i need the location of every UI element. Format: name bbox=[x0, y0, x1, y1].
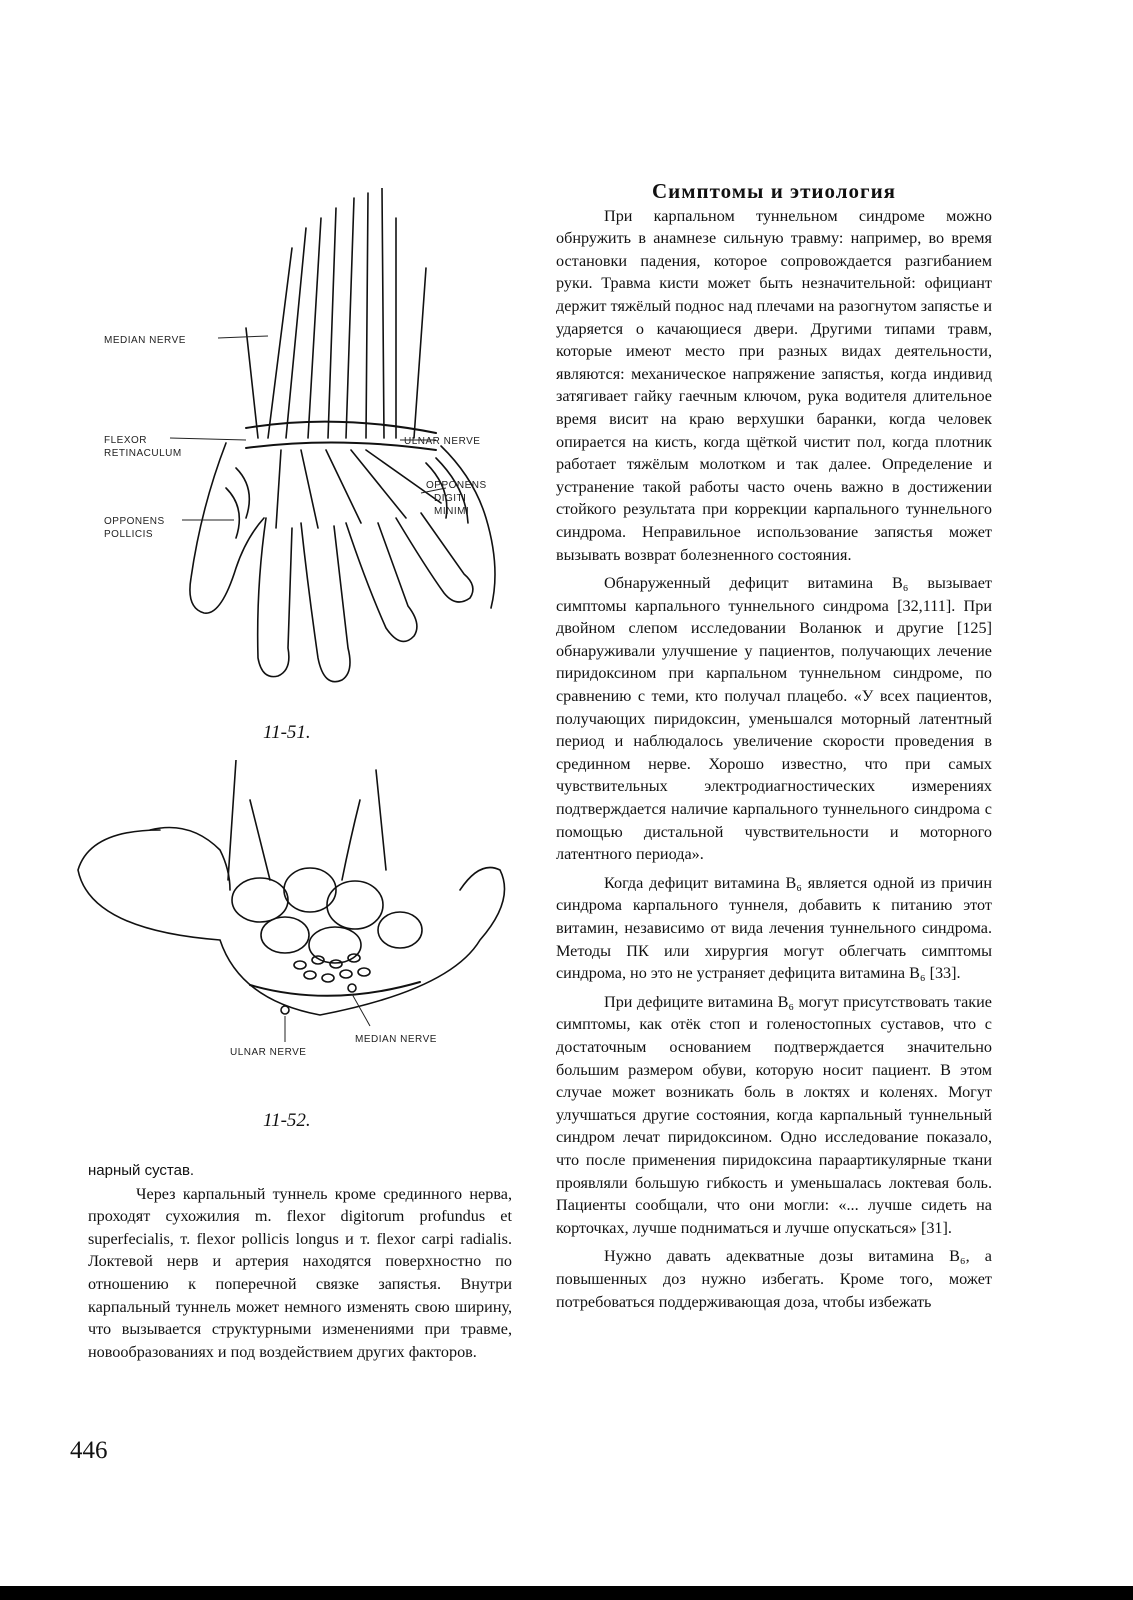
label-opponens-pollicis-1: OPPONENS bbox=[104, 516, 165, 527]
figure-11-52 bbox=[70, 760, 530, 1080]
label-flexor-retinaculum-1: FLEXOR bbox=[104, 435, 148, 446]
carpal-tunnel-cross-section bbox=[70, 760, 530, 1080]
left-continuation: нарный сустав. bbox=[88, 1162, 195, 1179]
label-ulnar-nerve-2: ULNAR NERVE bbox=[230, 1047, 307, 1058]
right-paragraph-1: При карпальном туннельном синдроме можно обнружить в анамнезе сильную травму: например, во время остановки падения, которое сопровождается разгибанием руки. Травма кисти может быть незначительной: официант держит тяжёлый поднос над плечами на разогнутом запястье и ударяется о качающиеся двери. Другими типами травм, которые имеют место при разных видах деятельности, являются: механическое напряжение запястья, когда индивид затягивает гайку гаечным ключом, рука водителя длительное время висит на краю верхушки баранки, когда человек опирается на кисть, когда щёткой чистит пол, когда плотник работает тяжёлым молотком и так далее. Определение и устранение такой работы часто очень важно в достижении стойкого результата при коррекции карпального туннельного синдрома. Неправильное использование запястья может вызывать возврат болезненного состояния. bbox=[556, 206, 992, 564]
hand-anatomy-illustration bbox=[96, 188, 526, 708]
figure-11-51 bbox=[96, 188, 526, 708]
label-opponens-pollicis-2: POLLICIS bbox=[104, 529, 154, 540]
figure-11-52-caption: 11-52. bbox=[263, 1110, 311, 1131]
label-median-nerve-2: MEDIAN NERVE bbox=[355, 1034, 437, 1045]
label-flexor-retinaculum-2: RETINACULUM bbox=[104, 448, 182, 459]
label-opponens-digiti-1: OPPONENS bbox=[426, 480, 487, 491]
right-paragraph-2: Обнаруженный дефицит витамина B₆ вызывает симптомы карпального туннельного синдрома [32,111]. При двойном слепом исследовании Воланюк и другие [125] обнаруживали улучшение у пациентов, получающих лечение пиридоксином при карпальном туннельном синдроме, по сравнению с теми, кто получал плацебо. «У всех пациентов, получающих пиридоксин, уменьшался моторный латентный период и наблюдалось увеличение скорости проведения в срединном нерве. Хорошо известно, что при самых чувствительных электродиагностических измерениях подтверждается наличие карпального туннельного синдрома с помощью дистальной чувствительности и моторного латентного периода». bbox=[556, 574, 992, 864]
label-ulnar-nerve: ULNAR NERVE bbox=[404, 436, 481, 447]
figure-11-51-caption: 11-51. bbox=[263, 722, 311, 743]
right-paragraph-5: Нужно давать адекватные дозы витамина B₆, а повышенных доз нужно избегать. Кроме того, может потребоваться поддерживающая доза, чтобы избежать bbox=[556, 1247, 992, 1311]
page-number: 446 bbox=[70, 1437, 108, 1464]
left-column-text bbox=[88, 1160, 512, 1363]
right-column-text bbox=[556, 180, 992, 1313]
right-paragraph-3: Когда дефицит витамина B₆ является одной из причин синдрома карпального туннеля, добавить к питанию этот витамин, независимо от вида лечения туннельного синдрома. Методы ПК или хирургия могут облегчать симптомы синдрома, но это не устраняет дефицита витамина B₆ [33]. bbox=[556, 873, 992, 983]
scan-edge-bar bbox=[0, 1586, 1133, 1600]
label-opponens-digiti-3: MINIMI bbox=[434, 506, 470, 517]
label-opponens-digiti-2: DIGITI bbox=[434, 493, 467, 504]
label-median-nerve: MEDIAN NERVE bbox=[104, 335, 186, 346]
section-heading: Симптомы и этиология bbox=[651, 179, 897, 203]
right-paragraph-4: При дефиците витамина B₆ могут присутствовать такие симптомы, как отёк стоп и голеностопных суставов, что с достаточным основанием подтверждается значительно большим размером обуви, которую носит пациент. В этом случае может возникать боль в локтях и коленях. Могут улучшаться другие состояния, когда карпальный туннельный синдром лечат пиридоксином. Одно исследование показало, что после применения пиридоксина параартикулярные ткани проявляли большую гибкость и уменьшалась локтевая боль. Пациенты сообщали, что они могли: «... лучше сидеть на корточках, лучше подниматься и лучше опускаться» [31]. bbox=[556, 992, 992, 1237]
left-paragraph-1: Через карпальный туннель кроме срединного нерва, проходят сухожилия m. flexor digitorum profundus et superfecialis, т. flexor pollicis longus и т. flexor carpi radialis. Локтевой нерв и артерия находятся поверхностно по отношению к поперечной связке запястья. Внутри карпальный туннель может немного изменять свою ширину, что вызывается структурными изменениями при травме, новообразованиях и под воздействием других факторов. bbox=[88, 1184, 512, 1361]
